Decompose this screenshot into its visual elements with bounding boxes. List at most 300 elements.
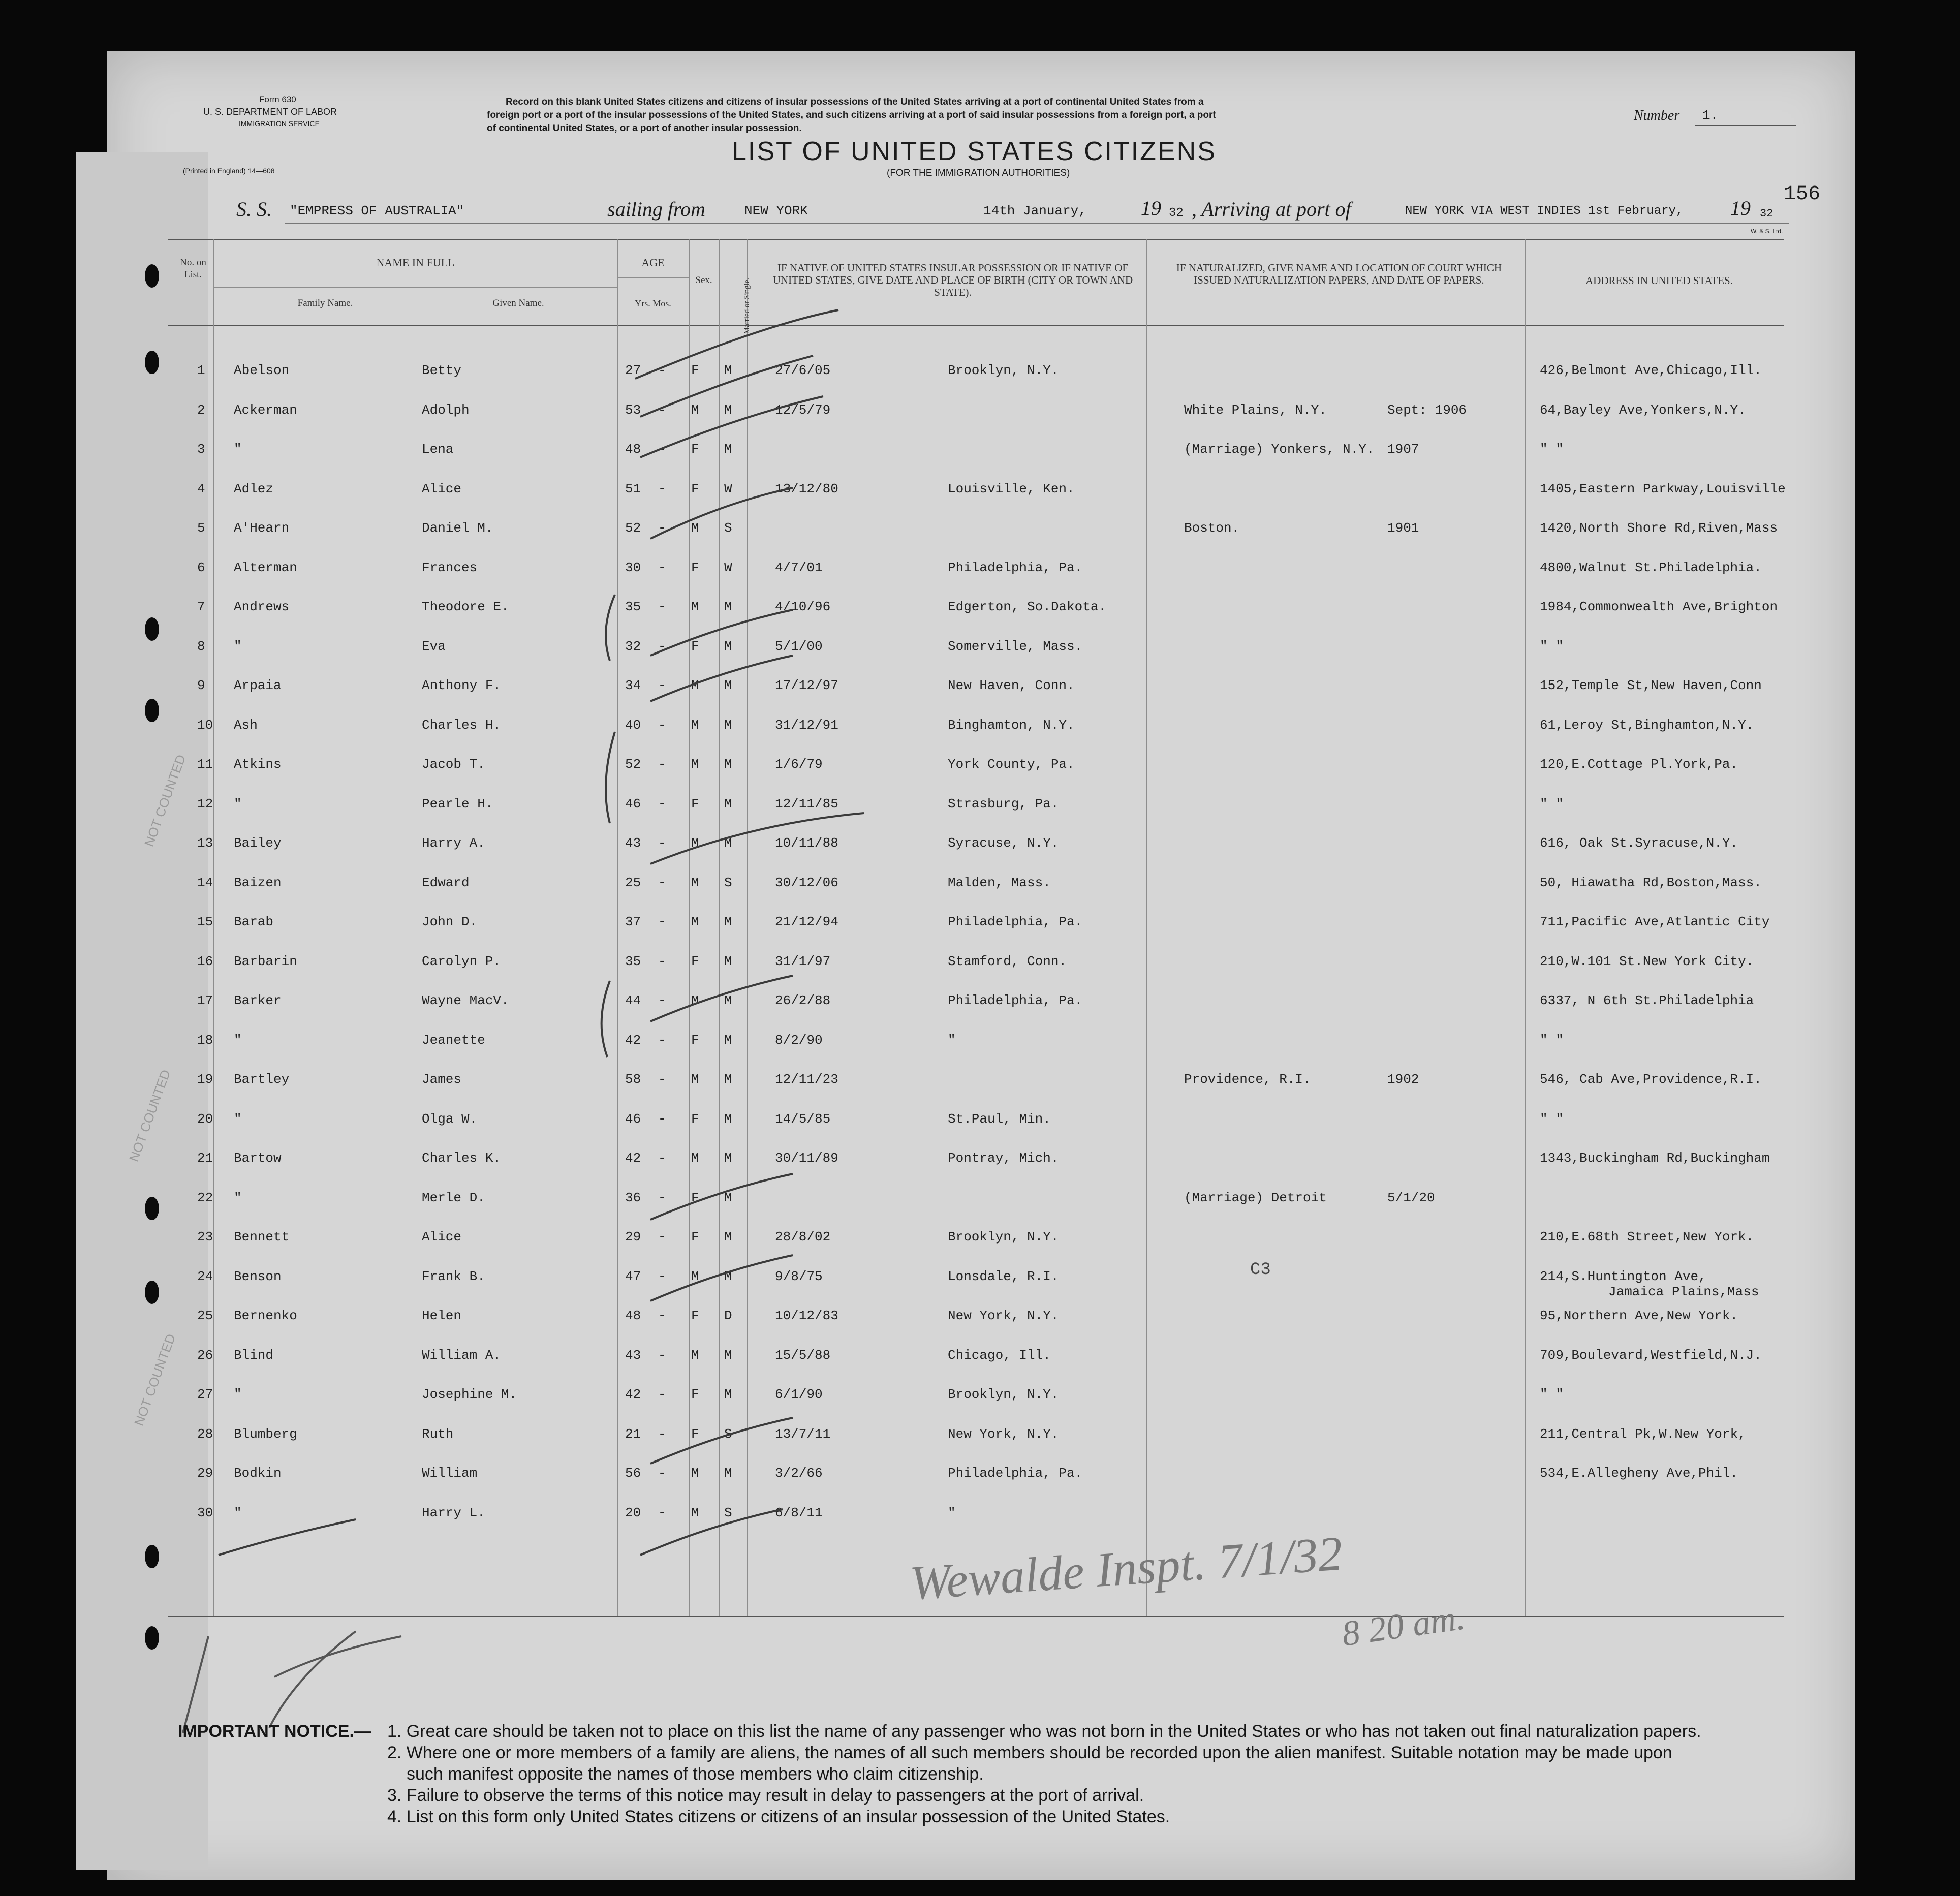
address: 1405,Eastern Parkway,Louisville — [1540, 481, 1786, 496]
row-number: 27 — [197, 1387, 213, 1402]
service: IMMIGRATION SERVICE — [239, 119, 320, 128]
address: 534,E.Allegheny Ave,Phil. — [1540, 1466, 1738, 1481]
age-months: - — [658, 993, 666, 1008]
age-years: 34 — [625, 678, 641, 693]
birth-date: 31/1/97 — [775, 953, 831, 969]
marital-status: M — [724, 1229, 732, 1245]
address: 120,E.Cottage Pl.York,Pa. — [1540, 757, 1738, 772]
header-yrs-mos: Yrs. Mos. — [635, 298, 671, 308]
address: 711,Pacific Ave,Atlantic City — [1540, 914, 1770, 929]
age-months: - — [658, 914, 666, 929]
age-years: 52 — [625, 520, 641, 536]
family-name: " — [234, 1190, 242, 1205]
printed-note: (Printed in England) 14—608 — [183, 167, 275, 175]
birth-place: Brooklyn, N.Y. — [948, 363, 1059, 378]
birth-place: " — [948, 1505, 956, 1520]
naturalization-court: (Marriage) Detroit — [1184, 1190, 1327, 1205]
check-mark-icon — [650, 1174, 793, 1220]
arrival-year-prefix: 19 — [1730, 197, 1751, 220]
marital-status: S — [724, 875, 732, 890]
birth-date: 10/12/83 — [775, 1308, 838, 1323]
family-name: Barker — [234, 993, 282, 1008]
row-number: 22 — [197, 1190, 213, 1205]
notice-item-2-cont: such manifest opposite the names of those members who claim citizenship. — [407, 1764, 984, 1784]
age-months: - — [658, 757, 666, 772]
naturalization-court: Boston. — [1184, 520, 1240, 536]
given-name: Eva — [422, 638, 446, 654]
birth-place: York County, Pa. — [948, 757, 1075, 772]
family-name: Ackerman — [234, 402, 297, 418]
sex: M — [691, 1151, 699, 1166]
marital-status: M — [724, 599, 732, 614]
sailing-label: sailing from — [607, 198, 705, 221]
birth-date: 13/7/11 — [775, 1426, 831, 1442]
given-name: Harry A. — [422, 835, 485, 851]
time-note: 8 20 am. — [1339, 1598, 1468, 1654]
birth-place: Syracuse, N.Y. — [948, 835, 1059, 851]
family-name: Bartley — [234, 1072, 290, 1087]
row-number: 21 — [197, 1151, 213, 1166]
address: 210,W.101 St.New York City. — [1540, 953, 1754, 969]
age-months: - — [658, 1229, 666, 1245]
pen-line-icon — [269, 1631, 356, 1728]
row-number: 6 — [197, 560, 205, 575]
address: 210,E.68th Street,New York. — [1540, 1229, 1754, 1245]
address: 211,Central Pk,W.New York, — [1540, 1426, 1746, 1442]
record-note-line2: foreign port or a port of the insular possessions of the United States, and such citizens arriving at a port of said insular possessions from a foreign port, a port — [487, 110, 1216, 120]
age-months: - — [658, 481, 666, 496]
sex: F — [691, 481, 699, 496]
inspector-signature: Wewalde Inspt. 7/1/32 — [908, 1526, 1345, 1610]
sex: F — [691, 1426, 699, 1442]
birth-place: Brooklyn, N.Y. — [948, 1387, 1059, 1402]
marital-status: M — [724, 678, 732, 693]
family-name: " — [234, 796, 242, 812]
family-name: Blumberg — [234, 1426, 297, 1442]
age-months: - — [658, 1268, 666, 1284]
birth-place: Chicago, Ill. — [948, 1347, 1051, 1363]
given-name: Betty — [422, 363, 462, 378]
arriving-label: , Arriving at port of — [1192, 198, 1351, 221]
birth-place: Philadelphia, Pa. — [948, 993, 1083, 1008]
family-name: Bartow — [234, 1151, 282, 1166]
birth-date: 15/5/88 — [775, 1347, 831, 1363]
sex: M — [691, 875, 699, 890]
sailing-date: 14th January, — [983, 203, 1086, 219]
row-number: 17 — [197, 993, 213, 1008]
birth-place: Strasburg, Pa. — [948, 796, 1059, 812]
row-number: 3 — [197, 442, 205, 457]
check-mark-icon — [650, 813, 864, 864]
sex: F — [691, 1111, 699, 1127]
given-name: William — [422, 1466, 478, 1481]
birth-date: 4/7/01 — [775, 560, 823, 575]
number-value: 1. — [1702, 108, 1719, 123]
check-mark-icon — [640, 1509, 783, 1555]
family-name: " — [234, 1387, 242, 1402]
family-name: Baizen — [234, 875, 282, 890]
printer-mark: W. & S. Ltd. — [1751, 228, 1783, 235]
row-number: 4 — [197, 481, 205, 496]
family-name: Ash — [234, 717, 258, 733]
marital-status: W — [724, 560, 732, 575]
marital-status: M — [724, 993, 732, 1008]
row-number: 18 — [197, 1032, 213, 1048]
row-number: 30 — [197, 1505, 213, 1520]
birth-date: 21/12/94 — [775, 914, 838, 929]
address: 1984,Commonwealth Ave,Brighton — [1540, 599, 1778, 614]
notice-item-3: 3. Failure to observe the terms of this notice may result in delay to passengers at the port of arrival. — [387, 1786, 1144, 1805]
birth-date: 12/11/23 — [775, 1072, 838, 1087]
birth-place: Brooklyn, N.Y. — [948, 1229, 1059, 1245]
row-number: 7 — [197, 599, 205, 614]
birth-place: Somerville, Mass. — [948, 638, 1083, 654]
given-name: Jacob T. — [422, 757, 485, 772]
birth-date: 1/6/79 — [775, 757, 823, 772]
address: " " — [1540, 442, 1564, 457]
birth-place: Louisville, Ken. — [948, 481, 1075, 496]
birth-place: Pontray, Mich. — [948, 1151, 1059, 1166]
age-years: 25 — [625, 875, 641, 890]
marital-status: W — [724, 481, 732, 496]
sex: M — [691, 678, 699, 693]
form-number: Form 630 — [259, 95, 296, 104]
check-mark-icon — [650, 488, 793, 539]
marital-status: M — [724, 1111, 732, 1127]
age-months: - — [658, 442, 666, 457]
age-months: - — [658, 599, 666, 614]
given-name: Frank B. — [422, 1268, 485, 1284]
age-years: 30 — [625, 560, 641, 575]
age-years: 42 — [625, 1032, 641, 1048]
header-native: IF NATIVE OF UNITED STATES INSULAR POSSESSION OR IF NATIVE OF UNITED STATES, GIVE DATE AND PLACE OF BIRTH (CITY OR TOWN AND STATE). — [772, 262, 1133, 298]
marital-status: M — [724, 835, 732, 851]
birth-date: 12/11/85 — [775, 796, 838, 812]
address: " " — [1540, 796, 1564, 812]
header-age: AGE — [641, 256, 665, 269]
address: 152,Temple St,New Haven,Conn — [1540, 678, 1762, 693]
birth-date: 14/5/85 — [775, 1111, 831, 1127]
row-number: 12 — [197, 796, 213, 812]
header-family-name: Family Name. — [297, 298, 353, 308]
birth-place: New York, N.Y. — [948, 1426, 1059, 1442]
row-number: 10 — [197, 717, 213, 733]
age-months: - — [658, 1347, 666, 1363]
row-number: 25 — [197, 1308, 213, 1323]
family-name: Andrews — [234, 599, 290, 614]
birth-place: Philadelphia, Pa. — [948, 1466, 1083, 1481]
age-months: - — [658, 1111, 666, 1127]
sex: F — [691, 442, 699, 457]
birth-date: 10/11/88 — [775, 835, 838, 851]
age-years: 42 — [625, 1151, 641, 1166]
family-name: Barab — [234, 914, 274, 929]
birth-place: Stamford, Conn. — [948, 953, 1067, 969]
age-years: 46 — [625, 796, 641, 812]
naturalization-court: (Marriage) Yonkers, N.Y. — [1184, 442, 1375, 457]
age-years: 29 — [625, 1229, 641, 1245]
department: U. S. DEPARTMENT OF LABOR — [203, 107, 337, 117]
family-name: Blind — [234, 1347, 274, 1363]
side-stamp-3: NOT COUNTED — [131, 1331, 179, 1428]
header-no: No. on List. — [180, 257, 206, 280]
family-name: " — [234, 1111, 242, 1127]
birth-place: Philadelphia, Pa. — [948, 914, 1083, 929]
given-name: William A. — [422, 1347, 502, 1363]
check-mark-icon — [635, 310, 838, 379]
sex: M — [691, 757, 699, 772]
age-months: - — [658, 402, 666, 418]
marital-status: M — [724, 638, 732, 654]
family-name: Adlez — [234, 481, 274, 496]
notice-item-1: 1. Great care should be taken not to place on this list the name of any passenger who was not born in the United States or who has not taken out final naturalization papers. — [387, 1722, 1701, 1741]
age-months: - — [658, 835, 666, 851]
sex: M — [691, 835, 699, 851]
birth-date: 30/11/89 — [775, 1151, 838, 1166]
page-stamp: 156 — [1784, 183, 1821, 206]
sex: F — [691, 796, 699, 812]
age-months: - — [658, 1151, 666, 1166]
naturalization-court: Providence, R.I. — [1184, 1072, 1311, 1087]
birth-date: 6/1/90 — [775, 1387, 823, 1402]
arriving-port: NEW YORK VIA WEST INDIES 1st February, — [1405, 204, 1684, 218]
pen-line-icon — [183, 1636, 208, 1733]
check-mark-icon — [650, 976, 793, 1021]
number-label: Number — [1634, 108, 1680, 123]
family-name: Bernenko — [234, 1308, 297, 1323]
age-years: 42 — [625, 1387, 641, 1402]
naturalization-date: 1901 — [1387, 520, 1419, 536]
given-name: Olga W. — [422, 1111, 478, 1127]
marital-status: S — [724, 1426, 732, 1442]
check-mark-icon — [650, 610, 793, 656]
sex: F — [691, 953, 699, 969]
sex: M — [691, 1505, 699, 1520]
given-name: Wayne MacV. — [422, 993, 509, 1008]
age-years: 32 — [625, 638, 641, 654]
address: 616, Oak St.Syracuse,N.Y. — [1540, 835, 1738, 851]
pen-line-icon — [219, 1519, 356, 1555]
address: 6337, N 6th St.Philadelphia — [1540, 993, 1754, 1008]
given-name: Merle D. — [422, 1190, 485, 1205]
marital-status: M — [724, 757, 732, 772]
row-number: 29 — [197, 1466, 213, 1481]
row-number: 19 — [197, 1072, 213, 1087]
birth-place: Binghamton, N.Y. — [948, 717, 1075, 733]
row-number: 13 — [197, 835, 213, 851]
sex: M — [691, 1466, 699, 1481]
header-given-name: Given Name. — [492, 298, 544, 308]
age-years: 44 — [625, 993, 641, 1008]
check-mark-icon — [650, 656, 793, 701]
given-name: Anthony F. — [422, 678, 502, 693]
age-years: 46 — [625, 1111, 641, 1127]
family-name: Barbarin — [234, 953, 297, 969]
given-name: Alice — [422, 481, 462, 496]
sex: M — [691, 599, 699, 614]
marital-status: M — [724, 363, 732, 378]
given-name: Adolph — [422, 402, 470, 418]
naturalization-court: White Plains, N.Y. — [1184, 402, 1327, 418]
given-name: John D. — [422, 914, 478, 929]
age-years: 27 — [625, 363, 641, 378]
row-number: 5 — [197, 520, 205, 536]
naturalization-date: 1902 — [1387, 1072, 1419, 1087]
birth-date: 8/2/90 — [775, 1032, 823, 1048]
header-address: ADDRESS IN UNITED STATES. — [1585, 274, 1733, 287]
naturalization-date: 1907 — [1387, 442, 1419, 457]
birth-place: Lonsdale, R.I. — [948, 1268, 1059, 1284]
ship-name: "EMPRESS OF AUSTRALIA" — [290, 203, 464, 219]
family-name: Bodkin — [234, 1466, 282, 1481]
sailing-year-suffix: 32 — [1169, 206, 1184, 220]
record-note-line1: Record on this blank United States citizens and citizens of insular possessions of the United States arriving at a port of continental United States from a — [506, 97, 1204, 107]
marital-status: M — [724, 402, 732, 418]
sex: M — [691, 1268, 699, 1284]
age-months: - — [658, 717, 666, 733]
sex: M — [691, 1347, 699, 1363]
marital-status: S — [724, 520, 732, 536]
address: " " — [1540, 638, 1564, 654]
marital-status: M — [724, 717, 732, 733]
address-cont: Jamaica Plains,Mass — [1608, 1284, 1759, 1299]
family-name: Bailey — [234, 835, 282, 851]
stray-mark: C3 — [1250, 1260, 1271, 1280]
birth-date: 17/12/97 — [775, 678, 838, 693]
sex: M — [691, 520, 699, 536]
age-months: - — [658, 363, 666, 378]
birth-place: New York, N.Y. — [948, 1308, 1059, 1323]
age-months: - — [658, 1190, 666, 1205]
age-years: 48 — [625, 442, 641, 457]
address: 4800,Walnut St.Philadelphia. — [1540, 560, 1762, 575]
address: 1420,North Shore Rd,Riven,Mass — [1540, 520, 1778, 536]
age-years: 20 — [625, 1505, 641, 1520]
age-months: - — [658, 1072, 666, 1087]
age-months: - — [658, 520, 666, 536]
age-years: 35 — [625, 599, 641, 614]
age-years: 52 — [625, 757, 641, 772]
row-number: 11 — [197, 757, 213, 772]
age-months: - — [658, 953, 666, 969]
birth-date: 5/1/00 — [775, 638, 823, 654]
age-months: - — [658, 1505, 666, 1520]
sex: F — [691, 638, 699, 654]
age-months: - — [658, 678, 666, 693]
age-years: 43 — [625, 1347, 641, 1363]
sex: M — [691, 914, 699, 929]
pen-line-icon — [274, 1636, 401, 1677]
given-name: Charles H. — [422, 717, 502, 733]
address: 50, Hiawatha Rd,Boston,Mass. — [1540, 875, 1762, 890]
row-number: 26 — [197, 1347, 213, 1363]
age-months: - — [658, 1387, 666, 1402]
birth-date: 28/8/02 — [775, 1229, 831, 1245]
sex: F — [691, 1229, 699, 1245]
age-years: 37 — [625, 914, 641, 929]
side-stamp-1: NOT COUNTED — [141, 752, 189, 849]
marital-status: M — [724, 442, 732, 457]
naturalization-date: 5/1/20 — [1387, 1190, 1435, 1205]
address: " " — [1540, 1111, 1564, 1127]
brace-mark-icon — [606, 595, 615, 661]
record-note-line3: of continental United States, or a port of another insular possession. — [487, 123, 802, 134]
address: 1343,Buckingham Rd,Buckingham — [1540, 1151, 1770, 1166]
given-name: Josephine M. — [422, 1387, 517, 1402]
address: " " — [1540, 1032, 1564, 1048]
arrival-year-suffix: 32 — [1760, 207, 1774, 220]
marital-status: M — [724, 1190, 732, 1205]
age-months: - — [658, 638, 666, 654]
sex: F — [691, 1032, 699, 1048]
row-number: 1 — [197, 363, 205, 378]
marital-status: D — [724, 1308, 732, 1323]
family-name: " — [234, 1505, 242, 1520]
marital-status: M — [724, 914, 732, 929]
age-months: - — [658, 1032, 666, 1048]
family-name: Abelson — [234, 363, 290, 378]
row-number: 15 — [197, 914, 213, 929]
brace-mark-icon — [606, 732, 615, 823]
age-years: 51 — [625, 481, 641, 496]
age-years: 40 — [625, 717, 641, 733]
given-name: Alice — [422, 1229, 462, 1245]
given-name: Jeanette — [422, 1032, 485, 1048]
marital-status: M — [724, 796, 732, 812]
sailing-from: NEW YORK — [744, 203, 808, 219]
age-years: 47 — [625, 1268, 641, 1284]
address: 546, Cab Ave,Providence,R.I. — [1540, 1072, 1762, 1087]
marital-status: M — [724, 1347, 732, 1363]
given-name: Pearle H. — [422, 796, 493, 812]
row-number: 28 — [197, 1426, 213, 1442]
side-stamp-2: NOT COUNTED — [126, 1067, 174, 1164]
age-years: 21 — [625, 1426, 641, 1442]
birth-date: 13/12/80 — [775, 481, 838, 496]
given-name: Daniel M. — [422, 520, 493, 536]
row-number: 20 — [197, 1111, 213, 1127]
age-months: - — [658, 560, 666, 575]
row-number: 16 — [197, 953, 213, 969]
birth-date: 12/5/79 — [775, 402, 831, 418]
family-name: Arpaia — [234, 678, 282, 693]
family-name: Bennett — [234, 1229, 290, 1245]
header-naturalized: IF NATURALIZED, GIVE NAME AND LOCATION OF COURT WHICH ISSUED NATURALIZATION PAPERS, AND DATE OF PAPERS. — [1176, 262, 1502, 286]
age-years: 36 — [625, 1190, 641, 1205]
marital-status: S — [724, 1505, 732, 1520]
naturalization-date: Sept: 1906 — [1387, 402, 1467, 418]
birth-date: 3/2/66 — [775, 1466, 823, 1481]
age-years: 58 — [625, 1072, 641, 1087]
birth-date: 31/12/91 — [775, 717, 838, 733]
age-years: 48 — [625, 1308, 641, 1323]
birth-date: 30/12/06 — [775, 875, 838, 890]
family-name: Atkins — [234, 757, 282, 772]
sex: M — [691, 993, 699, 1008]
age-months: - — [658, 1308, 666, 1323]
given-name: Harry L. — [422, 1505, 485, 1520]
given-name: Ruth — [422, 1426, 454, 1442]
marital-status: M — [724, 1032, 732, 1048]
birth-place: St.Paul, Min. — [948, 1111, 1051, 1127]
birth-date: 6/8/11 — [775, 1505, 823, 1520]
given-name: Lena — [422, 442, 454, 457]
address: 214,S.Huntington Ave, — [1540, 1268, 1706, 1284]
marital-status: M — [724, 1466, 732, 1481]
sex: F — [691, 1308, 699, 1323]
address: 426,Belmont Ave,Chicago,Ill. — [1540, 363, 1762, 378]
page-title: LIST OF UNITED STATES CITIZENS — [732, 137, 1217, 166]
